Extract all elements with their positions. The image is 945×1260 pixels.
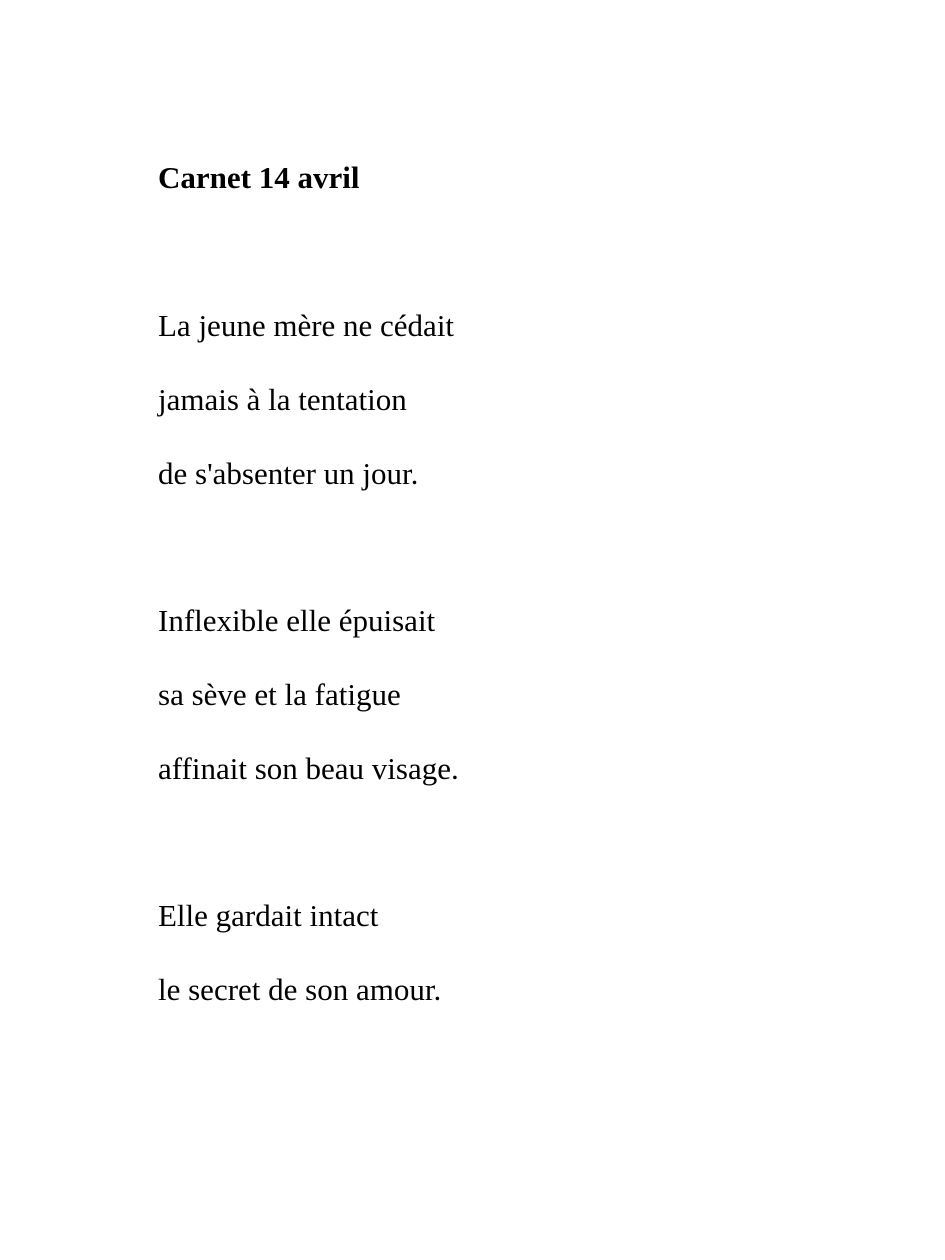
stanza-1-line-1: La jeune mère ne cédait (158, 308, 455, 343)
stanza-3-line-1: Elle gardait intact (158, 898, 379, 933)
stanza-2-line-3: affinait son beau visage. (158, 751, 459, 786)
stanza-2-line-2: sa sève et la fatigue (158, 677, 401, 712)
stanza-3-line-2: le secret de son amour. (158, 972, 442, 1007)
stanza-1-line-3: de s'absenter un jour. (158, 456, 419, 491)
stanza-1-line-2: jamais à la tentation (158, 382, 407, 417)
stanza-2-line-1: Inflexible elle épuisait (158, 603, 436, 638)
page-title: Carnet 14 avril (158, 160, 360, 195)
